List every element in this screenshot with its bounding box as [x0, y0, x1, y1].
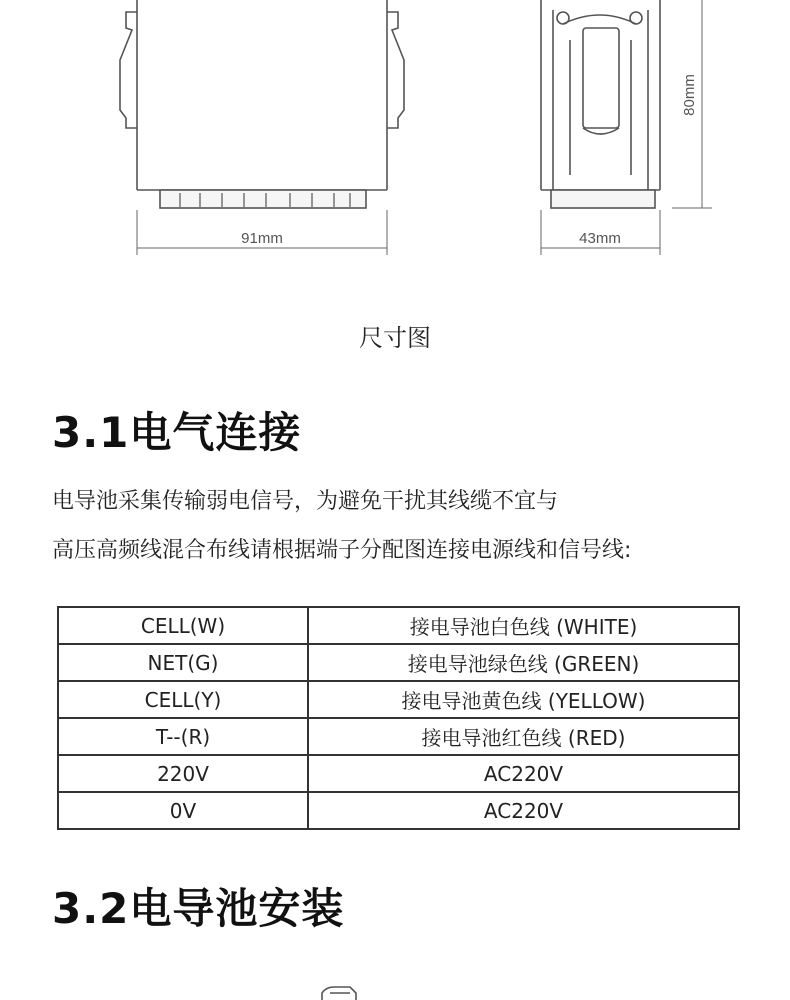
installation-drawing-fragment: [300, 975, 420, 1000]
connection-cell: AC220V: [308, 755, 739, 792]
connection-cell: 接电导池白色线 (WHITE): [308, 607, 739, 644]
terminal-cell: 220V: [58, 755, 308, 792]
terminal-cell: NET(G): [58, 644, 308, 681]
table-row: [58, 681, 739, 718]
section-title-electrical-connection: 3.1电气连接: [52, 408, 302, 457]
figure-caption: 尺寸图: [359, 324, 431, 352]
connection-cell: 接电导池红色线 (RED): [308, 718, 739, 755]
connection-cell: AC220V: [308, 792, 739, 829]
dimension-drawing: [0, 0, 790, 300]
paragraph-line-2: 高压高频线混合布线请根据端子分配图连接电源线和信号线:: [52, 538, 632, 563]
terminal-cell: CELL(Y): [58, 681, 308, 718]
height-dimension-label: 80mm: [681, 74, 698, 116]
width-dimension-label: 91mm: [241, 230, 283, 247]
terminal-cell: 0V: [58, 792, 308, 829]
section-title-cell-installation: 3.2电导池安装: [52, 884, 345, 933]
terminal-cell: CELL(W): [58, 607, 308, 644]
depth-dimension-label: 43mm: [579, 230, 621, 247]
table-row: [58, 718, 739, 755]
wiring-table: [57, 606, 740, 830]
connection-cell: 接电导池绿色线 (GREEN): [308, 644, 739, 681]
side-view: [541, 0, 660, 208]
terminal-cell: T--(R): [58, 718, 308, 755]
paragraph-line-1: 电导池采集传输弱电信号，为避免干扰其线缆不宜与: [52, 489, 559, 514]
table-row: [58, 644, 739, 681]
table-row: [58, 755, 739, 792]
table-row: [58, 607, 739, 644]
front-view: [120, 0, 404, 208]
connection-cell: 接电导池黄色线 (YELLOW): [308, 681, 739, 718]
table-row: [58, 792, 739, 829]
